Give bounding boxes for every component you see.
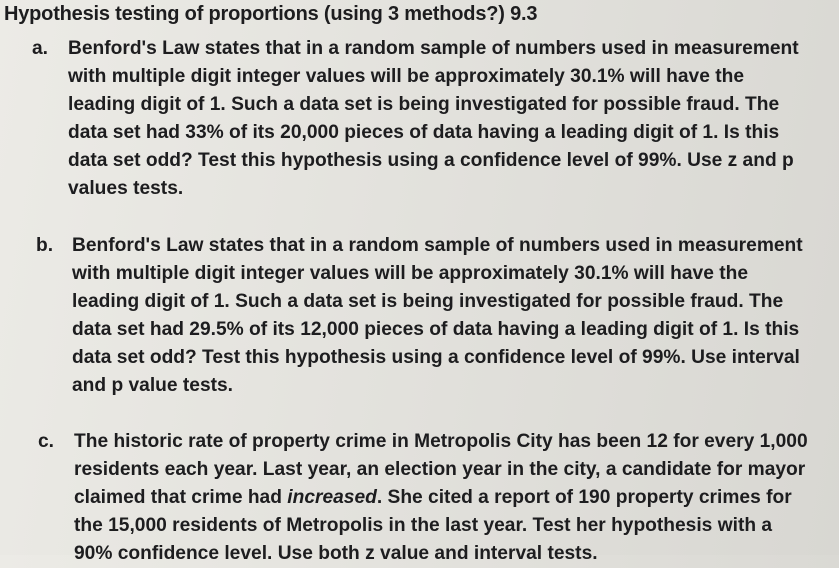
problem-b-letter: b. bbox=[36, 235, 54, 256]
emphasized-word: increased bbox=[287, 487, 377, 508]
problem-c-line-emphasis bbox=[74, 484, 808, 512]
problem-c-line: 90% confidence level. Use both z value and interval tests. bbox=[74, 543, 598, 564]
problem-c-line3-after: . She cited a report of 190 property crimes for bbox=[376, 487, 792, 508]
problem-c-text bbox=[74, 428, 808, 568]
problem-b-line: with multiple digit integer values will be approximately 30.1% will have the bbox=[72, 263, 749, 284]
problem-c-letter: c. bbox=[38, 431, 55, 452]
problem-a-line: data set had 33% of its 20,000 pieces of data having a leading digit of 1. Is this bbox=[68, 122, 780, 143]
problem-b-text bbox=[72, 232, 803, 400]
problem-a-line: leading digit of 1. Such a data set is being investigated for possible fraud. The bbox=[68, 94, 780, 115]
problem-b-line: Benford's Law states that in a random sample of numbers used in measurement bbox=[72, 235, 803, 256]
problem-a-text bbox=[68, 35, 799, 203]
problem-b-line: and p value tests. bbox=[72, 375, 234, 396]
problem-c-line3-before: claimed that crime had bbox=[74, 487, 288, 508]
page-title: Hypothesis testing of proportions (using 3 methods?) 9.3 bbox=[4, 3, 538, 25]
problem-b-line: data set had 29.5% of its 12,000 pieces of data having a leading digit of 1. Is this bbox=[72, 319, 800, 340]
problem-a-line: values tests. bbox=[68, 178, 184, 199]
problem-b-line: leading digit of 1. Such a data set is being investigated for possible fraud. The bbox=[72, 291, 784, 312]
problem-a-line: data set odd? Test this hypothesis using a confidence level of 99%. Use z and p bbox=[68, 150, 794, 171]
problem-a-letter: a. bbox=[32, 38, 49, 59]
problem-a-line: Benford's Law states that in a random sample of numbers used in measurement bbox=[68, 38, 799, 59]
problem-c-line: The historic rate of property crime in Metropolis City has been 12 for every 1,000 bbox=[74, 431, 808, 452]
problem-c-line: residents each year. Last year, an election year in the city, a candidate for mayor bbox=[74, 459, 806, 480]
problem-c-line: the 15,000 residents of Metropolis in the last year. Test her hypothesis with a bbox=[74, 515, 773, 536]
problem-b-line: data set odd? Test this hypothesis using a confidence level of 99%. Use interval bbox=[72, 347, 800, 368]
problem-a-line: with multiple digit integer values will be approximately 30.1% will have the bbox=[68, 66, 745, 87]
